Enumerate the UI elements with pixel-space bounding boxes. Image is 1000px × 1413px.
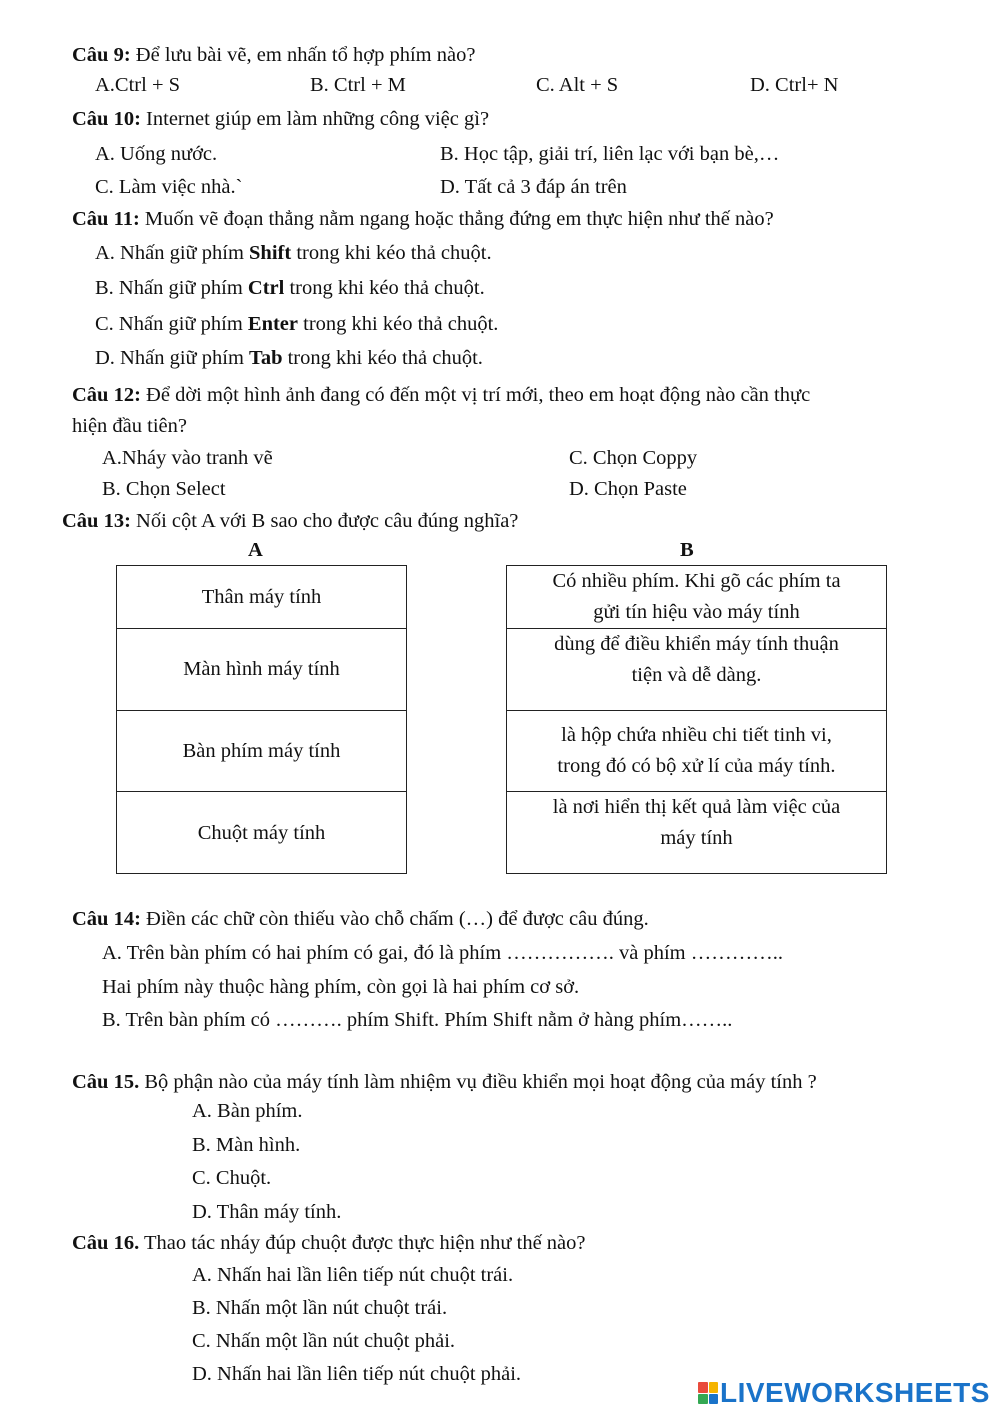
q16-option-c[interactable]: C. Nhấn một lần nút chuột phải. — [192, 1330, 456, 1352]
column-a-header: A — [248, 539, 263, 561]
question-text: Internet giúp em làm những công việc gì? — [140, 108, 490, 130]
column-b-table — [506, 565, 887, 874]
q9-option-a[interactable]: A.Ctrl + S — [95, 74, 181, 96]
q10-option-c[interactable]: C. Làm việc nhà.` — [95, 176, 243, 198]
option-text: C. Nhấn giữ phím — [95, 313, 248, 335]
q15-option-b[interactable]: B. Màn hình. — [192, 1134, 301, 1156]
option-text: D. Nhấn giữ phím — [95, 347, 250, 369]
question-label: Câu 10: — [72, 108, 141, 130]
q16-option-a[interactable]: A. Nhấn hai lần liên tiếp nút chuột trái. — [192, 1264, 514, 1286]
key-name: Ctrl — [247, 277, 285, 299]
column-a-item[interactable]: Màn hình máy tính — [117, 629, 406, 711]
q14-part-b[interactable]: B. Trên bàn phím có ………. phím Shift. Phím Shift nằm ở hàng phím…….. — [102, 1009, 733, 1031]
q12-option-b[interactable]: B. Chọn Select — [102, 478, 226, 500]
q16-option-d[interactable]: D. Nhấn hai lần liên tiếp nút chuột phải. — [192, 1363, 522, 1385]
column-a-table — [116, 565, 407, 874]
question-label: Câu 11: — [72, 208, 140, 230]
question-13 — [62, 508, 518, 534]
question-10 — [72, 106, 489, 132]
question-text: Thao tác nháy đúp chuột được thực hiện như thế nào? — [139, 1232, 586, 1254]
option-text: A. Nhấn giữ phím — [95, 242, 250, 264]
q15-option-c[interactable]: C. Chuột. — [192, 1167, 272, 1189]
q10-option-b[interactable]: B. Học tập, giải trí, liên lạc với bạn bè,… — [440, 143, 780, 165]
column-a-item[interactable]: Thân máy tính — [117, 566, 406, 629]
question-label: Câu 12: — [72, 384, 141, 406]
q10-option-a[interactable]: A. Uống nước. — [95, 143, 218, 165]
option-text: B. Nhấn giữ phím — [95, 277, 248, 299]
column-b-line: tiện và dễ dàng. — [631, 664, 762, 686]
column-b-line: là hộp chứa nhiều chi tiết tinh vi, — [561, 724, 832, 746]
column-b-line: trong đó có bộ xử lí của máy tính. — [557, 755, 836, 777]
question-label: Câu 13: — [62, 510, 131, 532]
key-name: Tab — [249, 347, 283, 369]
column-b-line: dùng để điều khiển máy tính thuận — [554, 633, 839, 655]
key-name: Shift — [249, 242, 292, 264]
q15-option-d[interactable]: D. Thân máy tính. — [192, 1201, 342, 1223]
option-text: trong khi kéo thả chuột. — [298, 313, 499, 335]
q11-option-b[interactable] — [95, 275, 485, 301]
question-9 — [72, 42, 475, 68]
question-text: Nối cột A với B sao cho được câu đúng nghĩa? — [130, 510, 519, 532]
liveworksheets-watermark — [698, 1378, 990, 1408]
watermark-text: LIVEWORKSHEETS — [720, 1377, 990, 1408]
q12-option-d[interactable]: D. Chọn Paste — [569, 478, 687, 500]
q11-option-c[interactable] — [95, 311, 498, 337]
option-text: trong khi kéo thả chuột. — [291, 242, 492, 264]
column-b-line: máy tính — [660, 827, 733, 849]
key-name: Enter — [247, 313, 299, 335]
q9-option-d[interactable]: D. Ctrl+ N — [750, 74, 839, 96]
question-12-text-cont: hiện đầu tiên? — [72, 415, 187, 437]
question-label: Câu 9: — [72, 44, 131, 66]
question-text: Bộ phận nào của máy tính làm nhiệm vụ điều khiển mọi hoạt động của máy tính ? — [139, 1071, 817, 1093]
column-b-line: gửi tín hiệu vào máy tính — [593, 601, 800, 623]
q14-part-a-cont: Hai phím này thuộc hàng phím, còn gọi là hai phím cơ sở. — [102, 976, 580, 998]
column-b-line: Có nhiều phím. Khi gõ các phím ta — [552, 570, 841, 592]
question-15 — [72, 1069, 817, 1095]
q14-part-a[interactable]: A. Trên bàn phím có hai phím có gai, đó là phím ……………. và phím ………….. — [102, 942, 784, 964]
column-b-item[interactable] — [507, 629, 886, 711]
q16-option-b[interactable]: B. Nhấn một lần nút chuột trái. — [192, 1297, 448, 1319]
q10-option-d[interactable]: D. Tất cả 3 đáp án trên — [440, 176, 627, 198]
question-16 — [72, 1230, 585, 1256]
column-b-item[interactable] — [507, 566, 886, 629]
column-b-item[interactable] — [507, 792, 886, 874]
question-text: Muốn vẽ đoạn thẳng nằm ngang hoặc thẳng đứng em thực hiện như thế nào? — [139, 208, 774, 230]
option-text: trong khi kéo thả chuột. — [284, 277, 485, 299]
question-14 — [72, 906, 649, 932]
liveworksheets-logo-icon — [698, 1382, 718, 1404]
q11-option-a[interactable] — [95, 240, 492, 266]
question-text: Để lưu bài vẽ, em nhấn tổ hợp phím nào? — [130, 44, 476, 66]
question-label: Câu 16. — [72, 1232, 140, 1254]
q9-option-b[interactable]: B. Ctrl + M — [310, 74, 406, 96]
q15-option-a[interactable]: A. Bàn phím. — [192, 1100, 303, 1122]
column-b-item[interactable] — [507, 711, 886, 792]
column-a-item[interactable]: Bàn phím máy tính — [117, 711, 406, 792]
q9-option-c[interactable]: C. Alt + S — [536, 74, 619, 96]
question-11 — [72, 206, 774, 232]
question-label: Câu 15. — [72, 1071, 140, 1093]
column-b-line: là nơi hiển thị kết quả làm việc của — [552, 796, 841, 818]
question-text: Để dời một hình ảnh đang có đến một vị trí mới, theo em hoạt động nào cần thực — [140, 384, 811, 406]
column-b-header: B — [680, 539, 694, 561]
question-12 — [72, 382, 810, 408]
q12-option-a[interactable]: A.Nháy vào tranh vẽ — [102, 447, 273, 469]
q12-option-c[interactable]: C. Chọn Coppy — [569, 447, 698, 469]
option-text: trong khi kéo thả chuột. — [282, 347, 483, 369]
question-label: Câu 14: — [72, 908, 141, 930]
question-text: Điền các chữ còn thiếu vào chỗ chấm (…) để được câu đúng. — [140, 908, 649, 930]
column-a-item[interactable]: Chuột máy tính — [197, 821, 326, 844]
q11-option-d[interactable] — [95, 345, 483, 371]
